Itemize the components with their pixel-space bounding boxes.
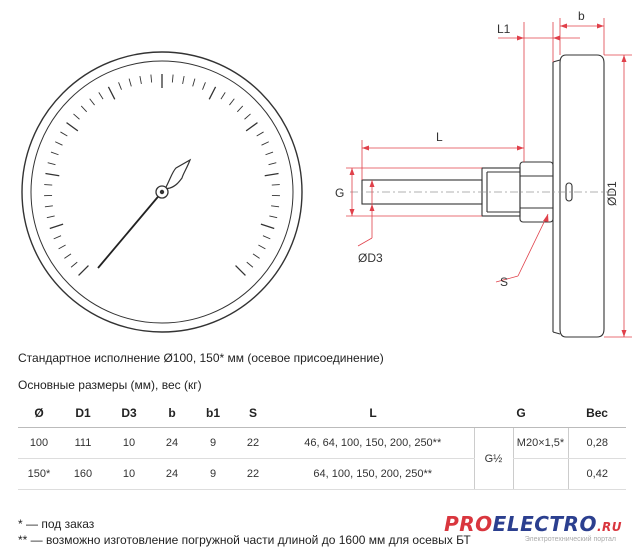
col-header-s: S [234, 398, 272, 428]
col-header-d3: D3 [106, 398, 152, 428]
scale-tick [50, 224, 63, 228]
scale-tick [54, 236, 61, 239]
cell-g: M20×1,5* [513, 428, 568, 459]
cell-s: 22 [234, 428, 272, 459]
brand-electro: ELECTRO [492, 512, 597, 536]
case-rear-bottom [553, 332, 560, 334]
gauge-front-view [22, 52, 302, 332]
scale-tick [269, 216, 277, 218]
col-header-g: G [474, 398, 568, 428]
scale-tick [90, 99, 95, 105]
gauge-side-view [350, 55, 615, 337]
scale-tick [45, 206, 53, 207]
scale-tick [221, 92, 225, 99]
col-header-diameter: Ø [18, 398, 60, 428]
case-side [560, 55, 604, 337]
scale-tick [261, 224, 274, 228]
scale-tick [262, 142, 269, 145]
scale-tick [108, 87, 114, 99]
scale-tick [271, 206, 279, 207]
scale-tick [55, 142, 62, 145]
arrow-g-bottom [350, 209, 355, 216]
standard-version-caption: Стандартное исполнение Ø100, 150* мм (осевое присоединение) [18, 351, 384, 365]
cell-l: 46, 64, 100, 150, 200, 250** [272, 428, 474, 459]
scale-tick [67, 123, 78, 131]
cell-weight: 0,42 [568, 459, 626, 490]
label-l: L [436, 130, 443, 144]
cell-d3: 10 [106, 459, 152, 490]
cell-g-shared: G½ [474, 428, 513, 490]
scale-tick [245, 114, 251, 119]
scale-tick [237, 106, 242, 112]
scale-tick [202, 82, 205, 89]
brand-tagline: Электротехнический портал [524, 536, 616, 543]
scale-tick [71, 262, 77, 267]
arrow-d1-top [622, 55, 627, 62]
scale-tick [263, 236, 270, 239]
scale-tick [257, 132, 264, 136]
scale-tick [73, 114, 79, 119]
dim-d3-leader [358, 238, 372, 246]
cell-diameter: 150* [18, 459, 60, 490]
scale-tick [45, 174, 59, 176]
table-title: Основные размеры (мм), вес (кг) [18, 378, 202, 392]
scale-tick [119, 82, 122, 89]
label-l1: L1 [497, 22, 511, 36]
cell-s: 22 [234, 459, 272, 490]
col-header-d1: D1 [60, 398, 106, 428]
scale-tick [51, 152, 59, 155]
col-header-b1: b1 [192, 398, 234, 428]
cell-b1: 9 [192, 459, 234, 490]
scale-tick [236, 266, 246, 276]
arrow-b-left [560, 24, 567, 29]
cell-b: 24 [152, 428, 192, 459]
scale-tick [183, 76, 184, 84]
dimension-labels [335, 9, 619, 289]
arrow-l-left [362, 146, 369, 151]
scale-tick [47, 216, 55, 218]
table-header-row [18, 398, 626, 428]
label-d3: ØD3 [358, 251, 383, 265]
scale-tick [209, 87, 215, 99]
label-b: b [578, 9, 585, 23]
case-rear-top [553, 60, 560, 62]
scale-tick [172, 75, 173, 83]
arrow-b-right [597, 24, 604, 29]
scale-tick [269, 163, 277, 165]
scale-tick [265, 174, 279, 176]
label-d1: ØD1 [605, 181, 619, 206]
arrow-l1-left [517, 36, 524, 41]
cell-b1: 9 [192, 428, 234, 459]
brand-ru: .RU [596, 520, 622, 534]
scale-tick [99, 92, 103, 99]
cell-g [513, 459, 568, 490]
scale-tick [253, 254, 260, 258]
table-row [18, 459, 626, 490]
scale-tick [229, 99, 234, 105]
arrow-d1-bottom [622, 330, 627, 337]
scale-tick [79, 266, 89, 276]
gauge-pointer-hub-center [160, 190, 164, 194]
scale-tick [193, 79, 195, 87]
scale-tick [247, 262, 253, 267]
arrow-g-top [350, 168, 355, 175]
dimension-lines [346, 18, 632, 337]
scale-tick [265, 152, 273, 155]
gauge-pointer-tail [165, 160, 190, 189]
gauge-pointer-needle [98, 192, 162, 268]
scale-tick [60, 132, 67, 136]
col-header-weight: Вес [568, 398, 626, 428]
arrow-l-right [517, 146, 524, 151]
label-g: G [335, 186, 345, 200]
brand-logo[interactable] [444, 512, 622, 536]
scale-tick [129, 79, 131, 87]
scale-tick [81, 106, 86, 112]
cell-l: 64, 100, 150, 200, 250** [272, 459, 474, 490]
label-s: S [500, 275, 509, 289]
cell-diameter: 100 [18, 428, 60, 459]
scale-tick [44, 185, 52, 186]
footnote-order: * — под заказ [18, 517, 95, 531]
cell-weight: 0,28 [568, 428, 626, 459]
arrow-d3-bottom [370, 204, 375, 211]
brand-pro: PRO [444, 512, 493, 536]
table-row [18, 428, 626, 459]
scale-tick [258, 245, 265, 249]
cell-d1: 111 [60, 428, 106, 459]
scale-tick [48, 163, 56, 165]
cell-d3: 10 [106, 428, 152, 459]
scale-tick [151, 75, 152, 83]
col-header-b: b [152, 398, 192, 428]
scale-tick [59, 245, 66, 249]
scale-tick [246, 123, 257, 131]
arrow-s [543, 214, 549, 222]
dimensions-table [18, 398, 626, 490]
dim-s-leader [518, 214, 548, 276]
footnote-length: ** — возможно изготовление погружной части длиной до 1600 мм для осевых БТ [18, 533, 471, 547]
scale-tick [64, 254, 71, 258]
cell-b: 24 [152, 459, 192, 490]
col-header-l: L [272, 398, 474, 428]
arrow-d3-top [370, 180, 375, 187]
scale-tick [272, 185, 280, 186]
gauge-scale-ticks [44, 74, 280, 275]
cell-d1: 160 [60, 459, 106, 490]
scale-tick [140, 76, 141, 84]
arrow-l1-right [553, 36, 560, 41]
